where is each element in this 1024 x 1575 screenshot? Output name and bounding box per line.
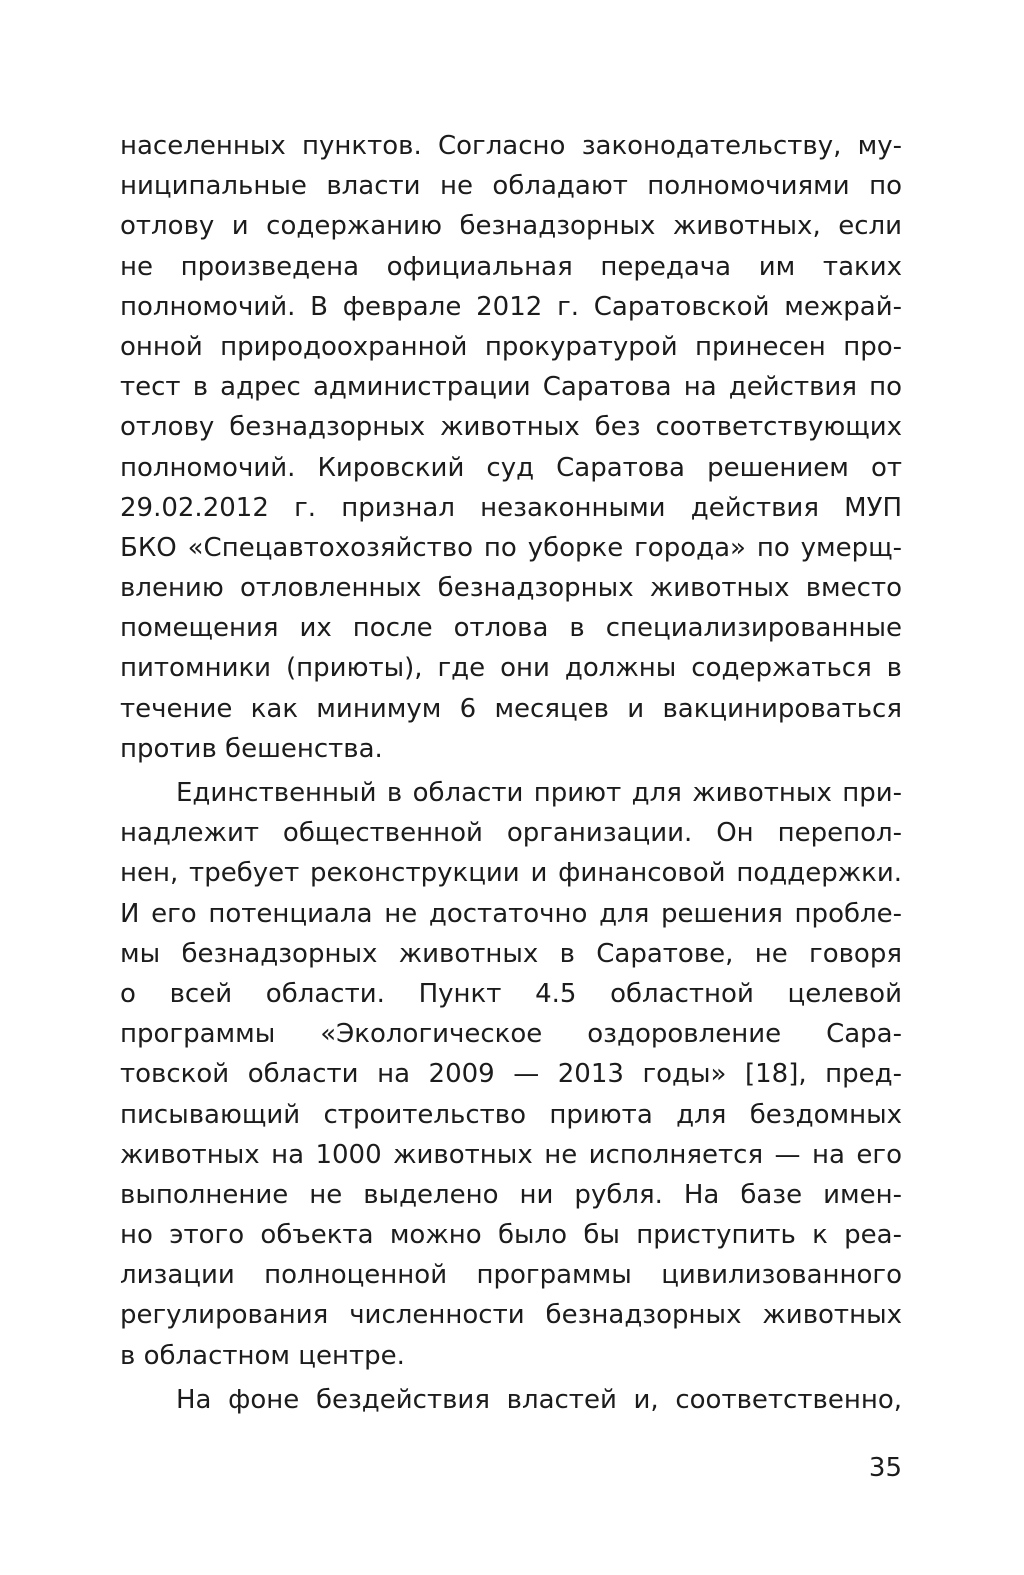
text-line: полномочий. Кировский суд Саратова решением от xyxy=(120,452,902,483)
text-line: животных на 1000 животных не исполняется — на его xyxy=(120,1139,902,1170)
paragraph-1 xyxy=(120,126,902,769)
text-line: ниципальные власти не обладают полномочиями по xyxy=(120,171,902,202)
text-line: На фоне бездействия властей и, соответственно, xyxy=(176,1384,902,1415)
text-line: отлову безнадзорных животных без соответствующих xyxy=(120,412,902,443)
text-line: но этого объекта можно было бы приступить к реа- xyxy=(120,1220,902,1251)
text-line: программы «Экологическое оздоровление Сара- xyxy=(120,1019,902,1050)
text-line: влению отловленных безнадзорных животных вместо xyxy=(120,573,902,604)
text-line: о всей области. Пункт 4.5 областной целевой xyxy=(120,978,902,1009)
text-line: отлову и содержанию безнадзорных животных, если xyxy=(120,211,902,242)
text-line: лизации полноценной программы цивилизованного xyxy=(120,1260,902,1291)
text-line: нен, требует реконструкции и финансовой поддержки. xyxy=(120,858,902,889)
paragraph-2 xyxy=(120,773,902,1376)
text-line: регулирования численности безнадзорных животных xyxy=(120,1300,902,1331)
text-line: течение как минимум 6 месяцев и вакцинироваться xyxy=(120,693,902,724)
text-line: надлежит общественной организации. Он перепол- xyxy=(120,818,902,849)
text-line: в областном центре. xyxy=(120,1340,405,1371)
text-line: полномочий. В феврале 2012 г. Саратовской межрай- xyxy=(120,291,902,322)
text-line: населенных пунктов. Согласно законодательству, му- xyxy=(120,131,902,161)
body-text xyxy=(120,126,902,1420)
text-line: онной природоохранной прокуратурой принесен про- xyxy=(120,331,902,362)
text-line: Единственный в области приют для животных при- xyxy=(176,778,902,808)
text-line: не произведена официальная передача им таких xyxy=(120,251,902,282)
text-line: помещения их после отлова в специализированные xyxy=(120,613,902,644)
text-line: И его потенциала не достаточно для решения пробле- xyxy=(120,898,902,929)
text-line: БКО «Спецавтохозяйство по уборке города» по умерщ- xyxy=(120,532,902,563)
text-line: тест в адрес администрации Саратова на действия по xyxy=(120,372,902,403)
text-line: 29.02.2012 г. признал незаконными действия МУП xyxy=(120,492,902,523)
page-number: 35 xyxy=(868,1453,902,1483)
text-line: питомники (приюты), где они должны содержаться в xyxy=(120,653,902,684)
text-line: писывающий строительство приюта для бездомных xyxy=(120,1099,902,1130)
paragraph-3 xyxy=(120,1380,902,1420)
text-line: против бешенства. xyxy=(120,733,383,764)
text-line: выполнение не выделено ни рубля. На базе имен- xyxy=(120,1179,902,1210)
text-line: мы безнадзорных животных в Саратове, не говоря xyxy=(120,938,902,969)
text-line: товской области на 2009 — 2013 годы» [18], пред- xyxy=(120,1059,902,1090)
